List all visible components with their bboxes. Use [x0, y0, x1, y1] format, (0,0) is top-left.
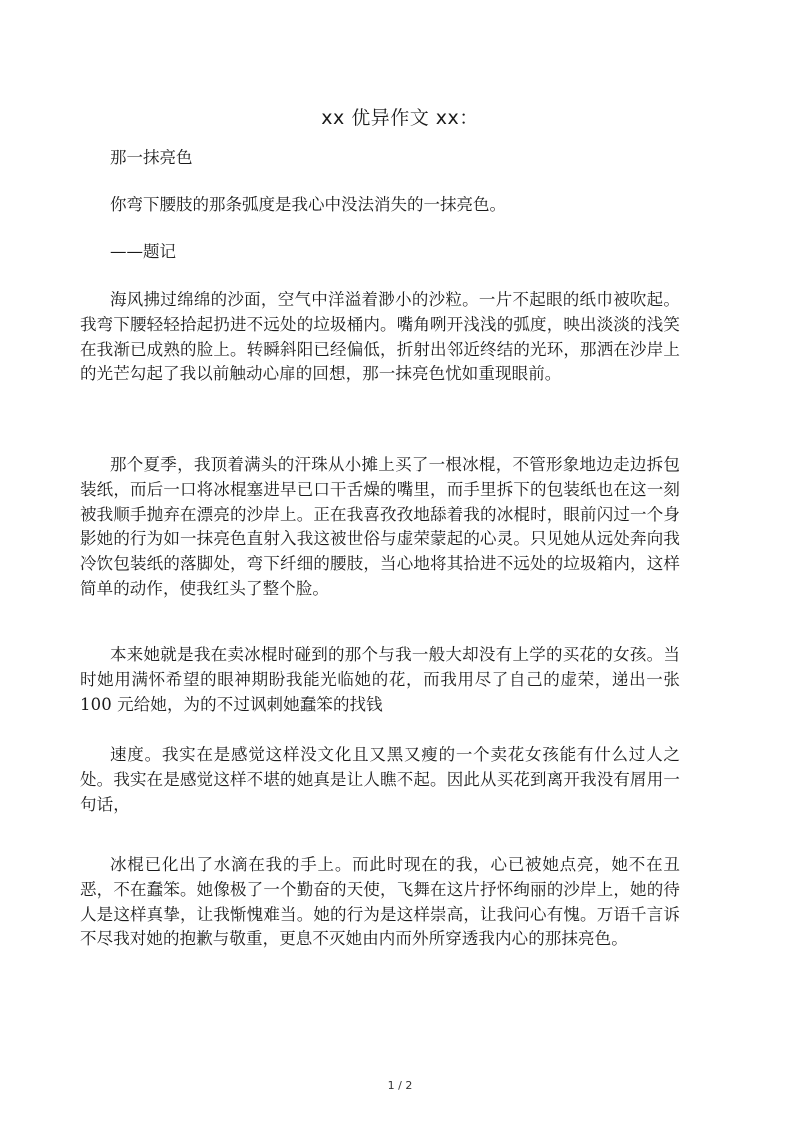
paragraph-3: 本来她就是我在卖冰棍时碰到的那个与我一般大却没有上学的买花的女孩。当时她用满怀希望的眼神期盼我能光临她的花，而我用尽了自己的虚荣，递出一张 100 元给她，为的不过讽刺她蠢笨的找钱 — [80, 645, 680, 714]
page-title: xx 优异作文 xx： — [321, 107, 479, 129]
epigraph: 你弯下腰肢的那条弧度是我心中没法消失的一抹亮色。 — [110, 195, 506, 214]
paragraph-1: 海风拂过绵绵的沙面，空气中洋溢着渺小的沙粒。一片不起眼的纸巾被吹起。我弯下腰轻轻拾起扔进不远处的垃圾桶内。嘴角咧开浅浅的弧度，映出淡淡的浅笑在我渐已成熟的脸上。转瞬斜阳已经偏低，折射出邻近终结的光环，那洒在沙岸上的光芒勾起了我以前触动心扉的回想，那一抹亮色忧如重现眼前。 — [80, 290, 680, 384]
paragraph-2: 那个夏季，我顶着满头的汗珠从小摊上买了一根冰棍，不管形象地边走边拆包装纸，而后一口将冰棍塞进早已口干舌燥的嘴里，而手里拆下的包装纸也在这一刻被我顺手抛弃在漂亮的沙岸上。正在我喜孜孜地舔着我的冰棍时，眼前闪过一个身影她的行为如一抹亮色直射入我这被世俗与虚荣蒙起的心灵。只见她从远处奔向我冷饮包装纸的落脚处，弯下纤细的腰肢，当心地将其拾进不远处的垃圾箱内，这样简单的动作，使我红头了整个脸。 — [80, 455, 680, 598]
essay-title: 那一抹亮色 — [110, 148, 193, 167]
epigraph-attribution: ——题记 — [110, 242, 176, 261]
paragraph-5: 冰棍已化出了水滴在我的手上。而此时现在的我，心已被她点亮，她不在丑恶，不在蠢笨。她像极了一个勤奋的天使，飞舞在这片抒怀绚丽的沙岸上，她的待人是这样真挚，让我惭愧难当。她的行为是这样崇高，让我问心有愧。万语千言诉不尽我对她的抱歉与敬重，更息不灭她由内而外所穿透我内心的那抹亮色。 — [80, 855, 680, 949]
page-number: 1 / 2 — [387, 1079, 413, 1092]
paragraph-4: 速度。我实在是感觉这样没文化且又黑又瘦的一个卖花女孩能有什么过人之处。我实在是感觉这样不堪的她真是让人瞧不起。因此从买花到离开我没有屑用一句话， — [80, 745, 680, 814]
